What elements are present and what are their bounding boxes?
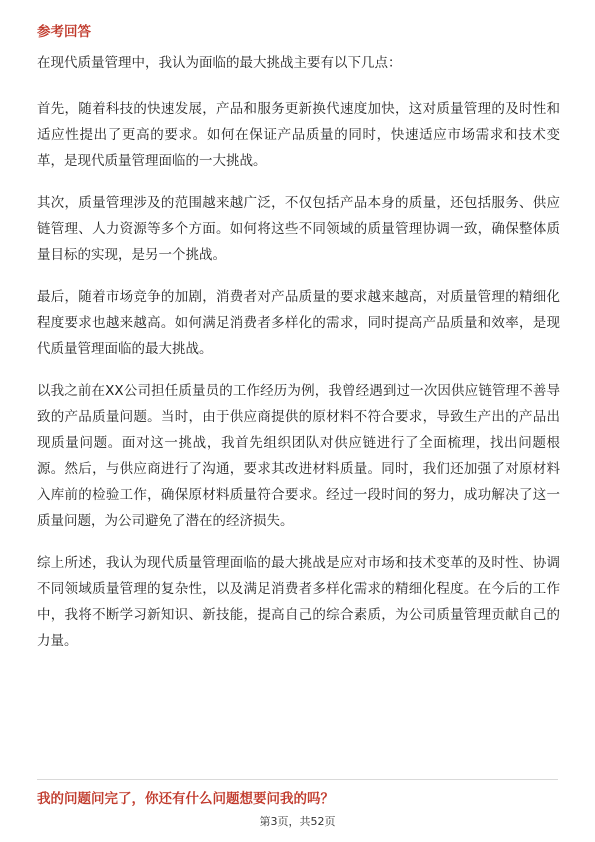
section-heading: 参考回答 [37,24,91,40]
paragraph-last-challenge: 最后，随着市场竞争的加剧，消费者对产品质量的要求越来越高，对质量管理的精细化程度要求也越来越高。如何满足消费者多样化的需求，同时提高产品质量和效率，是现代质量管理面临的最大挑战。 [37,289,560,357]
paragraph-summary: 综上所述，我认为现代质量管理面临的最大挑战是应对市场和技术变革的及时性、协调不同领域质量管理的复杂性，以及满足消费者多样化需求的精细化程度。在今后的工作中，我将不断学习新知识、新技能，提高自己的综合素质，为公司质量管理贡献自己的力量。 [37,555,560,649]
paragraph-example: 以我之前在XX公司担任质量员的工作经历为例，我曾经遇到过一次因供应链管理不善导致的产品质量问题。当时，由于供应商提供的原材料不符合要求，导致生产出的产品出现质量问题。面对这一挑战，我首先组织团队对供应链进行了全面梳理，找出问题根源。然后，与供应商进行了沟通，要求其改进材料质量。同时，我们还加强了对原材料入库前的检验工作，确保原材料质量符合要求。经过一段时间的努力，成功解决了这一质量问题，为公司避免了潜在的经济损失。 [37,383,560,529]
answer-section [37,22,560,670]
follow-up-question: 我的问题问完了，你还有什么问题想要问我的吗？ [37,791,334,807]
intro-paragraph: 在现代质量管理中，我认为面临的最大挑战主要有以下几点： [37,55,402,71]
section-divider [37,779,558,780]
paragraph-first-challenge: 首先，随着科技的快速发展，产品和服务更新换代速度加快，这对质量管理的及时性和适应性提出了更高的要求。如何在保证产品质量的同时，快速适应市场需求和技术变革，是现代质量管理面临的一大挑战。 [37,101,560,169]
page-number: 第3页，共52页 [259,815,336,828]
paragraph-second-challenge: 其次，质量管理涉及的范围越来越广泛，不仅包括产品本身的质量，还包括服务、供应链管理、人力资源等多个方面。如何将这些不同领域的质量管理协调一致，确保整体质量目标的实现，是另一个挑战。 [37,195,560,263]
